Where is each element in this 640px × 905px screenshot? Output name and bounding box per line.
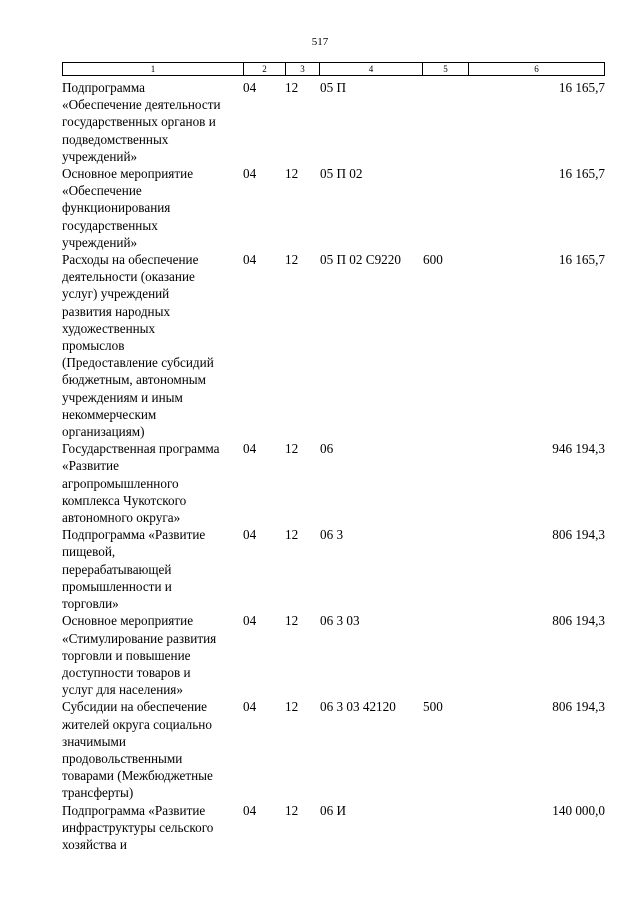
amount: 806 194,3 [552, 613, 605, 629]
target-article-code: 05 П 02 [320, 166, 363, 182]
expense-type-code: 600 [423, 252, 443, 268]
section-code: 04 [243, 802, 257, 818]
target-article-code: 06 3 03 [320, 613, 360, 629]
expense-type-code [423, 440, 469, 526]
table-row [62, 79, 605, 165]
target-article-code: 06 И [320, 802, 347, 818]
amount: 16 165,7 [558, 80, 605, 95]
section-code: 04 [243, 441, 257, 457]
amount: 806 194,3 [552, 699, 605, 715]
column-number-6: 6 [534, 64, 539, 74]
subsection-code: 12 [285, 252, 299, 268]
table-row [62, 612, 605, 698]
expense-type-code [423, 165, 469, 251]
section-code: 04 [243, 80, 257, 95]
amount: 16 165,7 [558, 252, 605, 268]
subsection-code: 12 [285, 441, 299, 457]
subsection-code: 12 [285, 527, 299, 543]
section-code: 04 [243, 252, 257, 268]
column-number-4: 4 [320, 63, 423, 75]
expense-name: Подпрограмма «Обеспечение деятельности государственных органов и подведомственных учреждений» [62, 80, 221, 164]
expense-name: Расходы на обеспечение деятельности (оказание услуг) учреждений развития народных художественных промыслов (Предоставление субсидий бюджетным, автономным учреждениям и иным некоммерческим организациям) [62, 252, 214, 440]
expense-type-code [423, 526, 469, 612]
section-code: 04 [243, 527, 257, 543]
amount: 140 000,0 [552, 802, 605, 818]
amount: 806 194,3 [552, 527, 605, 543]
expense-name: Подпрограмма «Развитие инфраструктуры сельского хозяйства и [62, 802, 214, 852]
section-code: 04 [243, 613, 257, 629]
amount: 946 194,3 [552, 441, 605, 457]
subsection-code: 12 [285, 802, 299, 818]
table-row [62, 251, 605, 440]
table-row [62, 165, 605, 251]
table-row [62, 440, 605, 526]
expense-name: Основное мероприятие «Стимулирование развития торговли и повышение доступности товаров и услуг для населения» [62, 613, 217, 698]
target-article-code: 05 П 02 С9220 [320, 252, 401, 268]
table-row [62, 698, 605, 801]
subsection-code: 12 [285, 613, 299, 629]
expense-name: Основное мероприятие «Обеспечение функционирования государственных учреждений» [62, 166, 194, 250]
subsection-code: 12 [285, 166, 299, 182]
target-article-code: 05 П [320, 80, 347, 95]
column-number-1: 1 [63, 63, 244, 75]
page-number: 517 [311, 36, 329, 48]
target-article-code: 06 [320, 441, 334, 457]
table-row [62, 802, 605, 854]
budget-table-body [62, 79, 605, 853]
expense-type-code [423, 79, 469, 165]
section-code: 04 [243, 166, 257, 182]
amount: 16 165,7 [558, 166, 605, 182]
section-code: 04 [243, 699, 257, 715]
subsection-code: 12 [285, 699, 299, 715]
expense-name: Государственная программа «Развитие агропромышленного комплекса Чукотского автономного округа» [62, 441, 220, 526]
expense-name: Субсидии на обеспечение жителей округа социально значимыми продовольственными товарами (Межбюджетные трансферты) [62, 699, 213, 801]
subsection-code: 12 [285, 80, 299, 95]
column-number-5: 5 [423, 63, 469, 75]
expense-type-code [423, 612, 469, 698]
target-article-code: 06 3 [320, 527, 344, 543]
table-header [62, 62, 605, 76]
column-number-2: 2 [244, 63, 286, 75]
target-article-code: 06 3 03 42120 [320, 699, 396, 715]
expense-type-code: 500 [423, 699, 443, 715]
expense-type-code [423, 802, 469, 854]
expense-name: Подпрограмма «Развитие пищевой, перерабатывающей промышленности и торговли» [62, 527, 206, 612]
column-number-3: 3 [286, 63, 320, 75]
table-row [62, 526, 605, 612]
